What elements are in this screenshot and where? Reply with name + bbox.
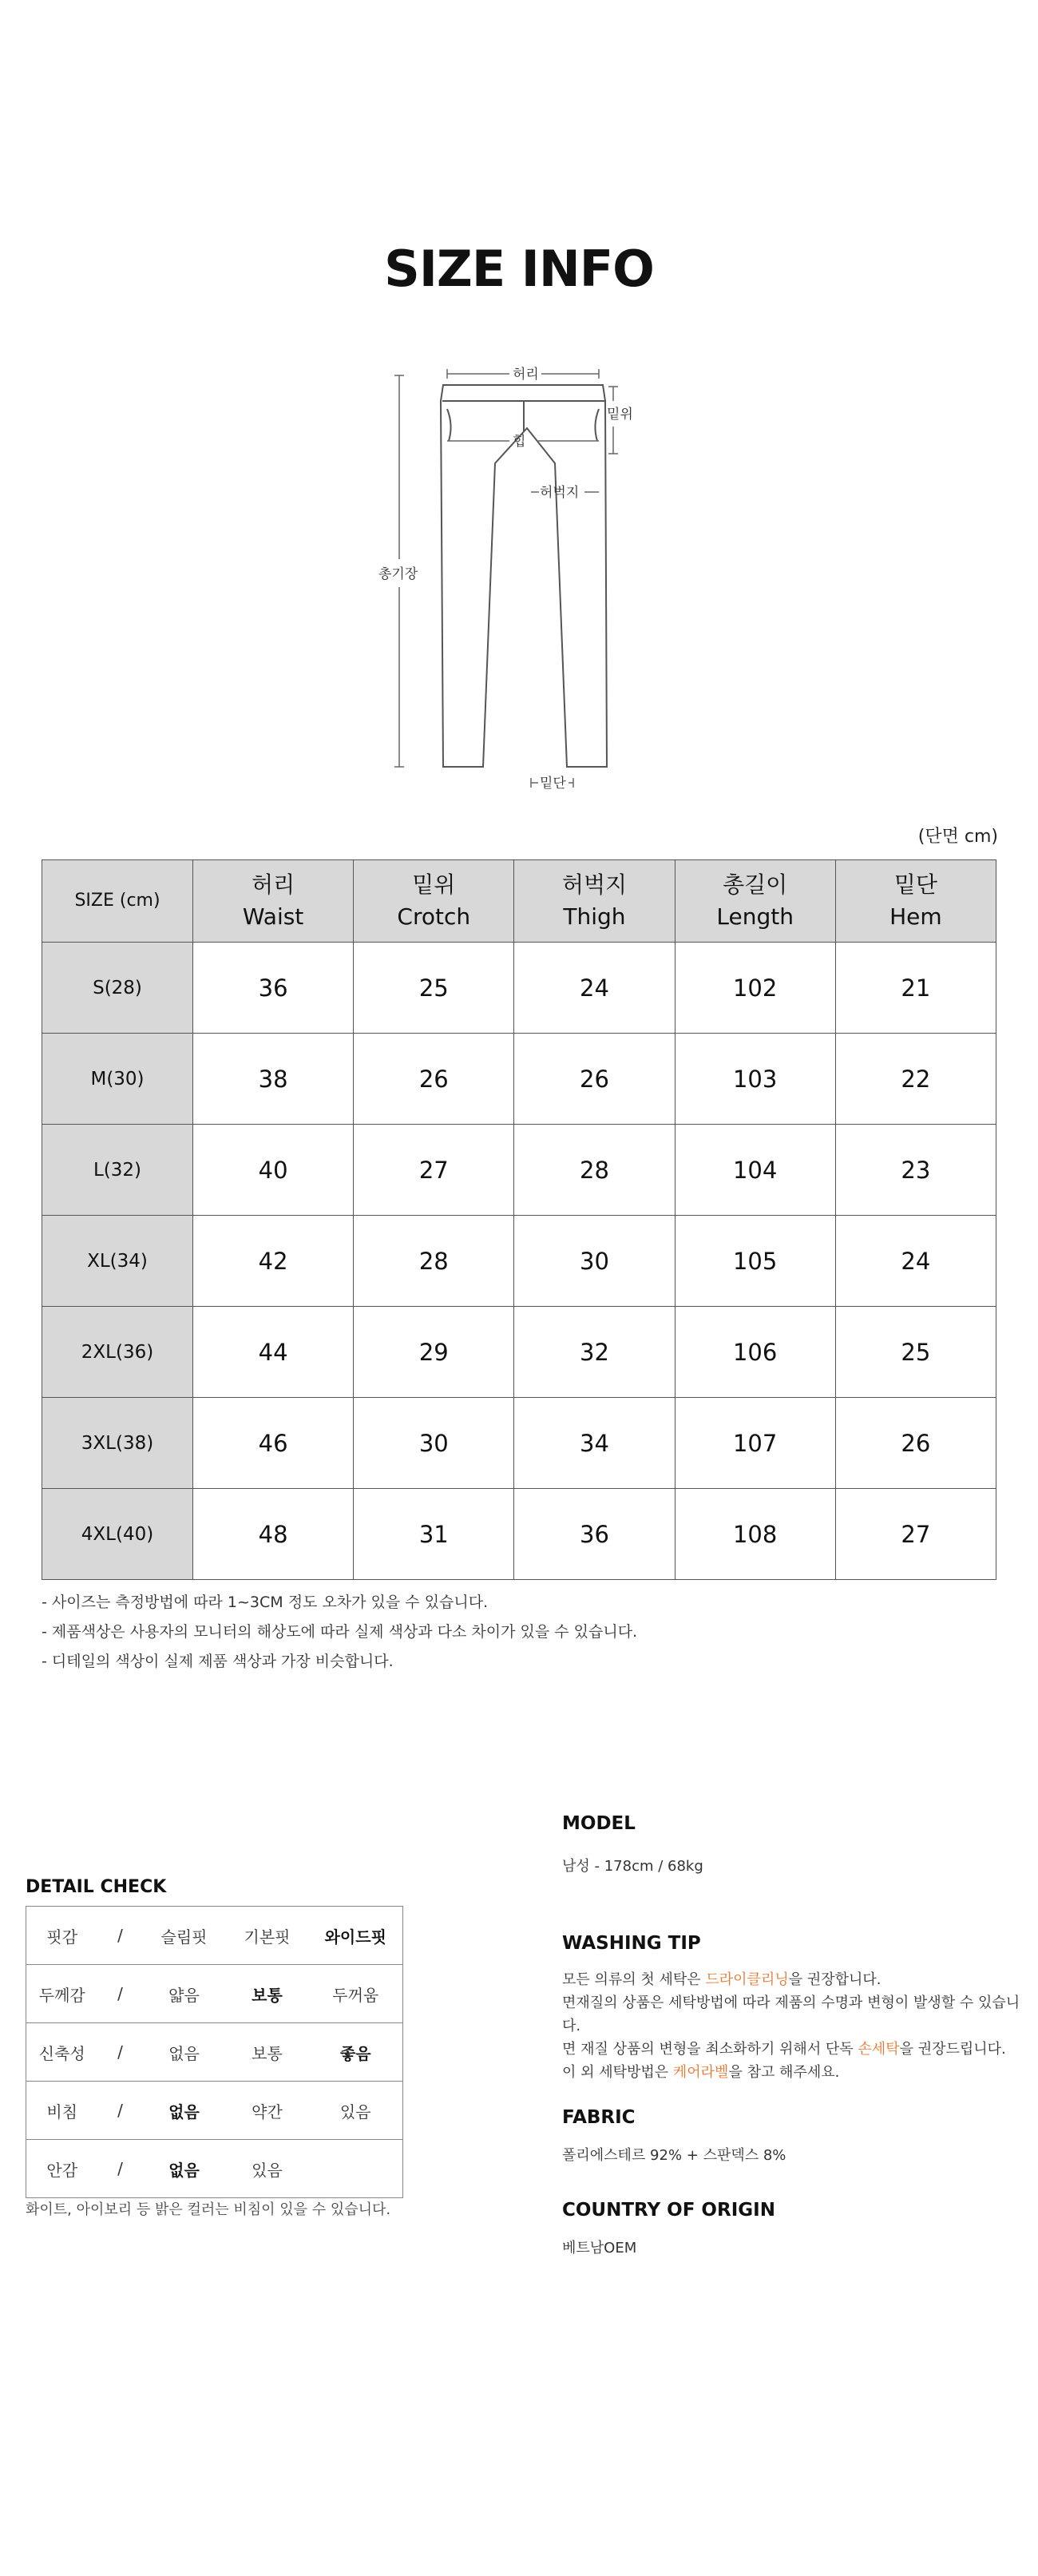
detail-option: 없음 [143,2140,226,2198]
waist-cell: 44 [193,1307,354,1398]
hem-cell: 27 [835,1489,996,1580]
crotch-cell: 30 [354,1398,514,1489]
fabric-text: 폴리에스테르 92% + 스판덱스 8% [562,2147,786,2164]
pants-measurement-diagram [367,351,671,799]
highlight-text: 드라이클리닝 [705,1971,789,1988]
detail-row [26,2140,403,2198]
table-row [42,943,996,1034]
washing-tip-text [562,1968,1025,2084]
detail-option: 보통 [226,1965,309,2023]
model-text: 남성 - 178cm / 68kg [562,1858,703,1875]
page-title: SIZE INFO [384,240,654,298]
product-info [562,1813,1025,2260]
header-crotch: 밑위 Crotch [354,860,514,943]
table-row [42,1125,996,1216]
detail-option [309,2140,403,2198]
detail-label: 신축성 [26,2023,98,2082]
detail-row [26,2082,403,2140]
table-row [42,1216,996,1307]
washing-tip-title: WASHING TIP [562,1933,701,1954]
washing-line-3: 면 재질 상품의 변형을 최소화하기 위해서 단독 손세탁을 권장드립니다. [562,2041,1006,2058]
crotch-label: 밑위 [607,407,633,423]
washing-line-1: 모든 의류의 첫 세탁은 드라이클리닝을 권장합니다. [562,1971,882,1988]
hem-cell: 22 [835,1034,996,1125]
detail-label: 안감 [26,2140,98,2198]
fabric-title: FABRIC [562,2107,636,2128]
fabric-section [562,2107,1025,2200]
header-thigh: 허벅지 Thigh [514,860,675,943]
table-row [42,1034,996,1125]
thigh-cell: 32 [514,1307,675,1398]
hem-cell: 25 [835,1307,996,1398]
header-length: 총길이 Length [675,860,835,943]
detail-separator: / [98,2082,143,2140]
detail-option: 와이드핏 [309,1907,403,1965]
length-cell: 102 [675,943,835,1034]
waist-cell: 42 [193,1216,354,1307]
detail-separator: / [98,1965,143,2023]
thigh-cell: 26 [514,1034,675,1125]
waist-cell: 48 [193,1489,354,1580]
detail-option: 두꺼움 [309,1965,403,2023]
waist-cell: 46 [193,1398,354,1489]
size-cell: 2XL(36) [42,1307,193,1398]
hem-cell: 24 [835,1216,996,1307]
detail-option: 얇음 [143,1965,226,2023]
hem-cell: 21 [835,943,996,1034]
detail-option: 약간 [226,2082,309,2140]
highlight-text: 케어라벨 [672,2064,729,2081]
thigh-label: 허벅지 [540,485,580,501]
length-cell: 104 [675,1125,835,1216]
size-cell: S(28) [42,943,193,1034]
detail-separator: / [98,2140,143,2198]
model-title: MODEL [562,1813,636,1834]
size-table [42,859,996,1580]
note-line: - 사이즈는 측정방법에 따라 1~3CM 정도 오차가 있을 수 있습니다. [42,1594,489,1611]
detail-label: 두께감 [26,1965,98,2023]
detail-separator: / [98,2023,143,2082]
note-line: - 제품색상은 사용자의 모니터의 해상도에 따라 실제 색상과 다소 차이가 있을 수 있습니다. [42,1623,638,1641]
detail-label: 핏감 [26,1907,98,1965]
detail-check-note: 화이트, 아이보리 등 밝은 컬러는 비침이 있을 수 있습니다. [26,2201,391,2218]
detail-check-table [26,1906,403,2198]
size-cell: M(30) [42,1034,193,1125]
detail-option: 없음 [143,2023,226,2082]
crotch-cell: 28 [354,1216,514,1307]
thigh-cell: 30 [514,1216,675,1307]
note-line: - 디테일의 색상이 실제 제품 색상과 가장 비슷합니다. [42,1653,394,1670]
size-cell: 4XL(40) [42,1489,193,1580]
detail-row [26,2023,403,2082]
size-cell: XL(34) [42,1216,193,1307]
crotch-cell: 29 [354,1307,514,1398]
detail-option: 있음 [226,2140,309,2198]
detail-row [26,1965,403,2023]
table-row [42,1307,996,1398]
model-section [562,1813,1025,1933]
hem-cell: 23 [835,1125,996,1216]
length-cell: 107 [675,1398,835,1489]
header-hem: 밑단 Hem [835,860,996,943]
origin-text: 베트남OEM [562,2240,637,2256]
detail-check-title: DETAIL CHECK [26,1877,167,1897]
thigh-cell: 24 [514,943,675,1034]
washing-line-4: 이 외 세탁방법은 케어라벨을 참고 해주세요. [562,2064,840,2081]
washing-line-2: 면재질의 상품은 세탁방법에 따라 제품의 수명과 변형이 발생할 수 있습니다. [562,1995,1020,2034]
origin-section [562,2200,1025,2260]
crotch-cell: 27 [354,1125,514,1216]
length-cell: 103 [675,1034,835,1125]
size-cell: L(32) [42,1125,193,1216]
thigh-cell: 34 [514,1398,675,1489]
header-waist: 허리 Waist [193,860,354,943]
thigh-cell: 28 [514,1125,675,1216]
size-table-header [42,860,996,943]
unit-label: (단면 cm) [917,827,998,847]
detail-option: 슬림핏 [143,1907,226,1965]
washing-tip-section [562,1933,1025,2107]
waist-cell: 40 [193,1125,354,1216]
hem-label: 밑단 [540,776,566,792]
crotch-cell: 26 [354,1034,514,1125]
table-row [42,1489,996,1580]
crotch-cell: 25 [354,943,514,1034]
highlight-text: 손세탁 [858,2041,900,2058]
length-label: 총기장 [378,566,418,582]
detail-separator: / [98,1907,143,1965]
hem-cell: 26 [835,1398,996,1489]
header-size: SIZE (cm) [42,860,193,943]
length-cell: 105 [675,1216,835,1307]
detail-option: 좋음 [309,2023,403,2082]
crotch-cell: 31 [354,1489,514,1580]
waist-label: 허리 [513,367,539,383]
length-cell: 106 [675,1307,835,1398]
detail-option: 있음 [309,2082,403,2140]
detail-option: 없음 [143,2082,226,2140]
detail-option: 보통 [226,2023,309,2082]
hip-label: 힙 [513,434,526,450]
table-row [42,1398,996,1489]
waist-cell: 36 [193,943,354,1034]
waist-cell: 38 [193,1034,354,1125]
detail-label: 비침 [26,2082,98,2140]
detail-row [26,1907,403,1965]
size-cell: 3XL(38) [42,1398,193,1489]
thigh-cell: 36 [514,1489,675,1580]
detail-option: 기본핏 [226,1907,309,1965]
length-cell: 108 [675,1489,835,1580]
size-notes [42,1588,637,1677]
origin-title: COUNTRY OF ORIGIN [562,2200,775,2221]
